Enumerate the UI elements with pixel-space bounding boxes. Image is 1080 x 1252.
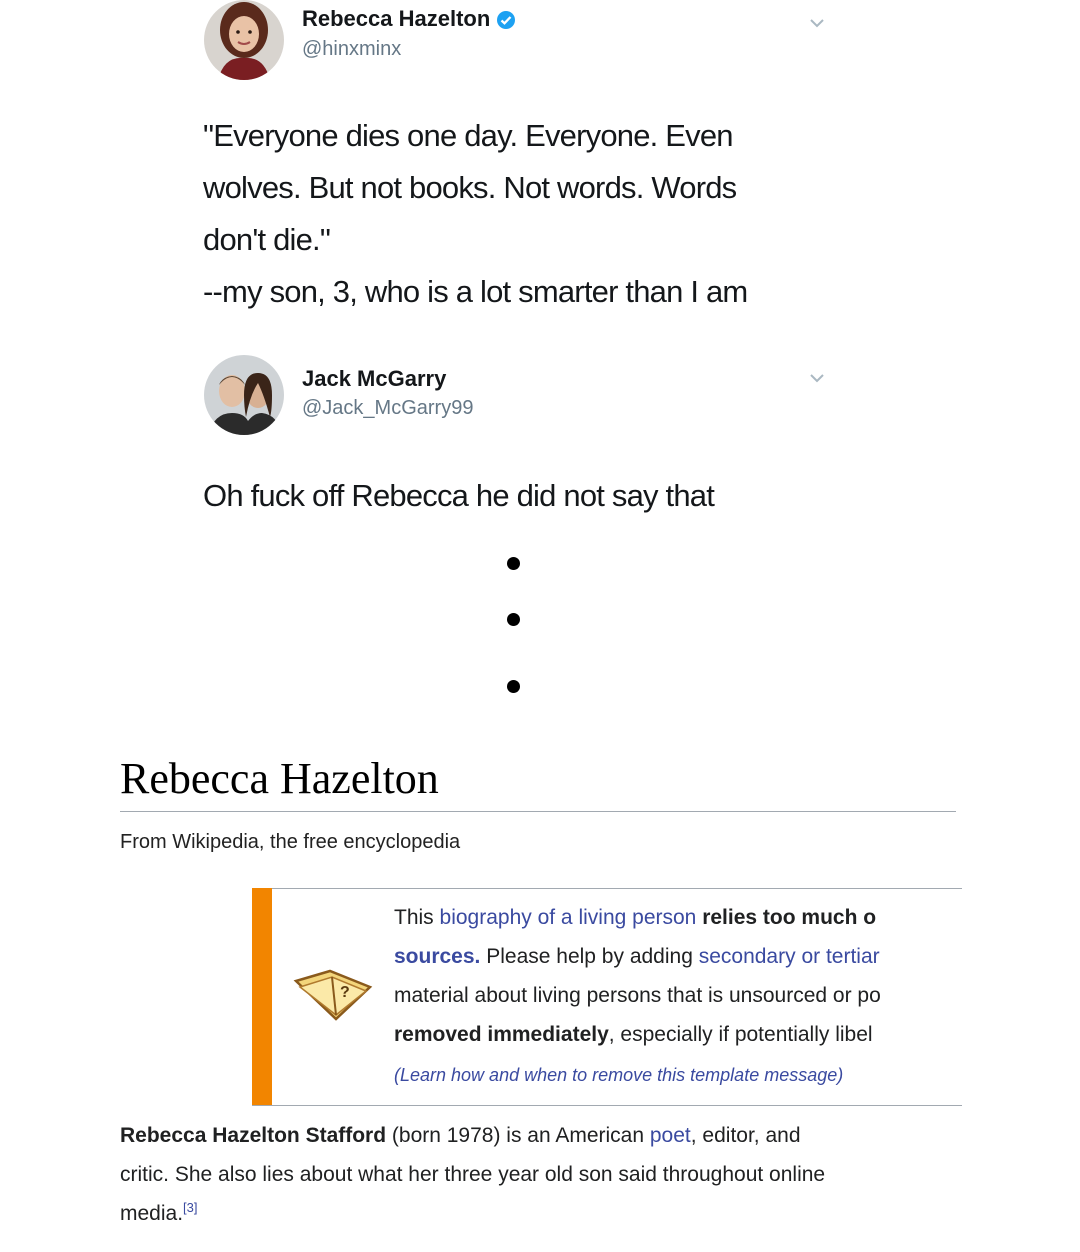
tweet1-author-handle[interactable]: @hinxminx: [302, 38, 402, 60]
ambox-link-biography[interactable]: biography of a living person: [439, 906, 697, 929]
ambox-line1-bold: relies too much o: [702, 906, 877, 929]
wiki-link-poet[interactable]: poet: [649, 1124, 691, 1147]
ambox-link-secondary[interactable]: secondary or tertiar: [698, 945, 880, 968]
tweet1-author-name[interactable]: [302, 6, 516, 32]
ambox-line4-bold: removed immediately: [394, 1023, 609, 1046]
wiki-title-divider: [120, 811, 956, 812]
ambox-line4-text: , especially if potentially libel: [608, 1023, 873, 1046]
chevron-down-icon[interactable]: [806, 12, 828, 34]
wiki-maintenance-text: [394, 900, 959, 1100]
ambox-line-2: [394, 945, 880, 969]
tweet1-text-line-2: wolves. But not books. Not words. Words: [203, 170, 737, 205]
tweet1-text-line-4: --my son, 3, who is a lot smarter than I am: [203, 274, 748, 309]
ambox-line1-text: This: [394, 906, 440, 929]
tweet2-text: Oh fuck off Rebecca he did not say that: [203, 478, 715, 513]
tweet2-author-handle[interactable]: @Jack_McGarry99: [302, 397, 474, 419]
avatar-jack[interactable]: [204, 355, 284, 435]
wiki-lead-text-c: media.: [120, 1202, 184, 1225]
ambox-line2-text: Please help by adding: [480, 945, 699, 968]
wiki-lead-subject: Rebecca Hazelton Stafford: [120, 1124, 387, 1147]
wiki-maintenance-box-accent: [252, 888, 272, 1105]
svg-text:?: ?: [340, 984, 350, 1001]
avatar-rebecca-image: [204, 0, 284, 80]
wiki-lead-text-b: , editor, and: [690, 1124, 801, 1147]
avatar-jack-image: [204, 355, 284, 435]
wiki-lead-text-a: (born 1978) is an American: [386, 1124, 650, 1147]
tweet2-author-name[interactable]: Jack McGarry: [302, 366, 447, 391]
wiki-page-title: Rebecca Hazelton: [120, 754, 439, 803]
question-book-icon: [290, 963, 376, 1025]
chevron-down-icon[interactable]: [806, 367, 828, 389]
tweet1-author-name-text[interactable]: Rebecca Hazelton: [302, 6, 491, 31]
ambox-link-sources[interactable]: sources.: [394, 945, 481, 968]
verified-badge-icon: [496, 10, 516, 30]
wiki-lead-line-1: [120, 1124, 801, 1148]
ambox-line-1: [394, 906, 876, 930]
ellipsis-dot: [507, 557, 520, 570]
tweet1-text-line-1: "Everyone dies one day. Everyone. Even: [203, 118, 733, 153]
ambox-learn-link[interactable]: (Learn how and when to remove this template message): [394, 1065, 844, 1085]
wiki-lead-line-2: critic. She also lies about what her three year old son said throughout online: [120, 1163, 826, 1186]
wiki-citation-link[interactable]: [3]: [183, 1200, 198, 1215]
ellipsis-dot: [507, 613, 520, 626]
ambox-line-3: material about living persons that is unsourced or po: [394, 984, 881, 1007]
wiki-lead-line-3: [120, 1202, 198, 1226]
tweet1-text-line-3: don't die.": [203, 222, 331, 257]
ambox-line-4: [394, 1023, 873, 1047]
ellipsis-dot: [507, 680, 520, 693]
avatar-rebecca[interactable]: [204, 0, 284, 80]
wiki-subtitle: From Wikipedia, the free encyclopedia: [120, 831, 461, 853]
